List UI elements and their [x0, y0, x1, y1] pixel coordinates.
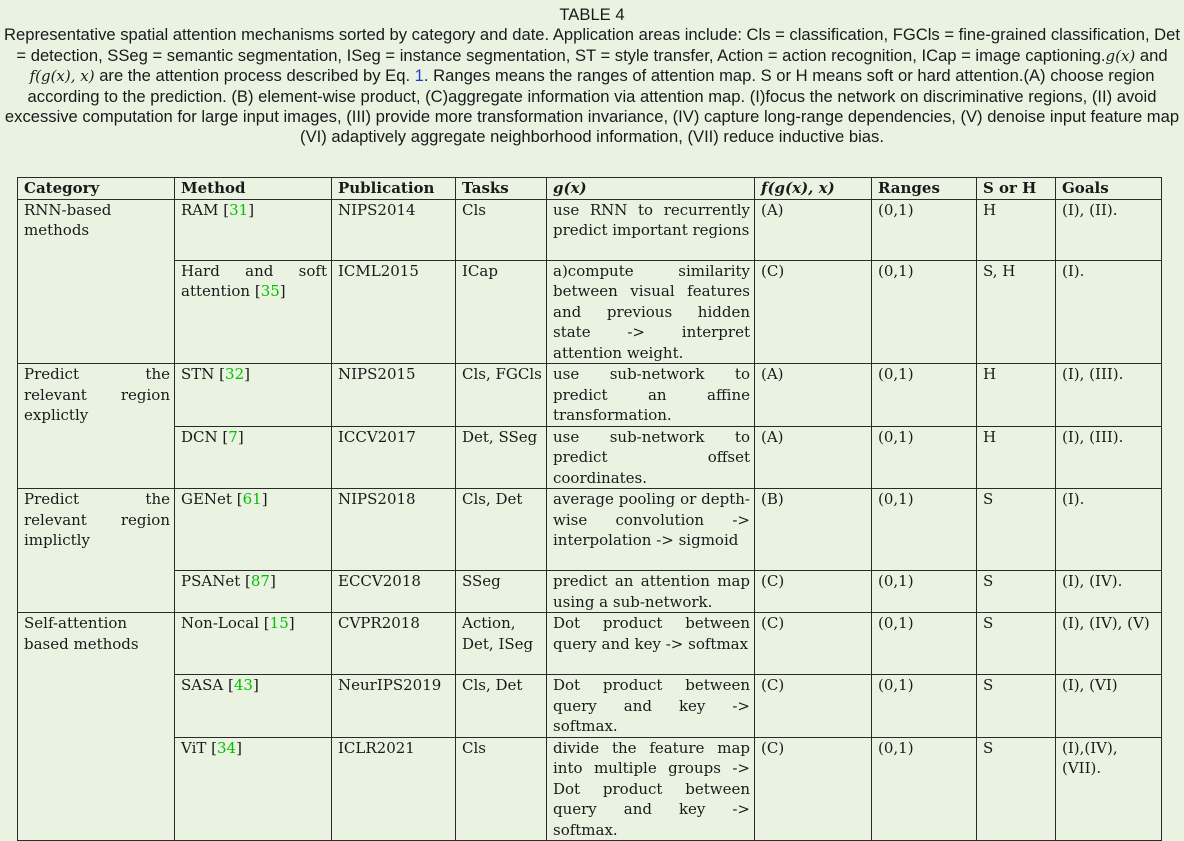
- goals-cell: (I).: [1056, 260, 1162, 364]
- publication-cell: NeurIPS2019: [332, 675, 456, 738]
- sh-cell: S, H: [977, 260, 1056, 364]
- sh-cell: S: [977, 571, 1056, 613]
- publication-cell: NIPS2018: [332, 489, 456, 571]
- goals-cell: (I),(IV), (VII).: [1056, 737, 1162, 841]
- header-s-or-h: S or H: [977, 178, 1056, 200]
- citation-link[interactable]: 87: [250, 572, 270, 590]
- ranges-cell: (0,1): [872, 571, 977, 613]
- publication-cell: ECCV2018: [332, 571, 456, 613]
- goals-cell: (I), (IV), (V): [1056, 613, 1162, 675]
- f-cell: (A): [755, 364, 872, 427]
- table-row: [18, 426, 1162, 489]
- tasks-cell: Cls, Det: [456, 675, 547, 738]
- ranges-cell: (0,1): [872, 199, 977, 260]
- caption-text: [4, 25, 1180, 147]
- f-cell: (C): [755, 260, 872, 364]
- method-cell: PSANet [87]: [175, 571, 332, 613]
- citation-link[interactable]: 31: [229, 200, 249, 219]
- header-tasks: Tasks: [456, 178, 547, 200]
- tasks-cell: Cls: [456, 737, 547, 841]
- table-row: [18, 199, 1162, 260]
- f-symbol: f(g(x), x): [29, 67, 95, 86]
- header-goals: Goals: [1056, 178, 1162, 200]
- g-cell: a)compute similarity between visual features and previous hidden state -> interpret attention weight.: [547, 260, 755, 364]
- tasks-cell: Cls: [456, 199, 547, 260]
- sh-cell: S: [977, 613, 1056, 675]
- caption-part1: Representative spatial attention mechanisms sorted by category and date. Application areas include: Cls = classification, FGCls = fine-grained classification, Det = detection, SSeg = semantic segmentation, ISeg = instance segmentation, ST = style transfer, Action = action recognition, ICap = image captioning.: [4, 25, 1180, 65]
- f-cell: (C): [755, 675, 872, 738]
- table-row: [18, 489, 1162, 571]
- equation-ref-link[interactable]: 1: [414, 66, 424, 86]
- f-cell: (A): [755, 426, 872, 489]
- method-cell: ViT [34]: [175, 737, 332, 841]
- g-cell: average pooling or depth-wise convolution -> interpolation -> sigmoid: [547, 489, 755, 571]
- sh-cell: H: [977, 199, 1056, 260]
- citation-link[interactable]: 15: [269, 614, 289, 632]
- citation-link[interactable]: 43: [233, 676, 253, 694]
- method-cell: GENet [61]: [175, 489, 332, 571]
- method-cell: SASA [43]: [175, 675, 332, 738]
- g-cell: Dot product between query and key -> softmax.: [547, 675, 755, 738]
- attention-methods-table: [17, 177, 1162, 841]
- g-cell: use sub-network to predict an affine transformation.: [547, 364, 755, 427]
- g-cell: Dot product between query and key -> softmax: [547, 613, 755, 675]
- g-cell: use RNN to recurrently predict important regions: [547, 199, 755, 260]
- ranges-cell: (0,1): [872, 364, 977, 427]
- tasks-cell: ICap: [456, 260, 547, 364]
- method-cell: RAM [31]: [175, 199, 332, 260]
- header-category: Category: [18, 178, 175, 200]
- table-row: [18, 675, 1162, 738]
- publication-cell: NIPS2014: [332, 199, 456, 260]
- goals-cell: (I).: [1056, 489, 1162, 571]
- tasks-cell: Det, SSeg: [456, 426, 547, 489]
- f-cell: (A): [755, 199, 872, 260]
- header-f: f(g(x), x): [755, 178, 872, 200]
- table-row: [18, 613, 1162, 675]
- ranges-cell: (0,1): [872, 613, 977, 675]
- sh-cell: H: [977, 426, 1056, 489]
- table-row: [18, 260, 1162, 364]
- header-method: Method: [175, 178, 332, 200]
- sh-cell: S: [977, 489, 1056, 571]
- ranges-cell: (0,1): [872, 489, 977, 571]
- citation-link[interactable]: 7: [228, 427, 238, 446]
- publication-cell: ICML2015: [332, 260, 456, 364]
- sh-cell: S: [977, 675, 1056, 738]
- g-symbol: g(x): [1105, 46, 1136, 65]
- method-cell: Non-Local [15]: [175, 613, 332, 675]
- citation-link[interactable]: 32: [225, 365, 245, 383]
- method-cell: STN [32]: [175, 364, 332, 427]
- tasks-cell: Cls, Det: [456, 489, 547, 571]
- goals-cell: (I), (VI): [1056, 675, 1162, 738]
- goals-cell: (I), (II).: [1056, 199, 1162, 260]
- category-cell: RNN-based methods: [18, 199, 175, 364]
- f-cell: (C): [755, 737, 872, 841]
- g-cell: divide the feature map into multiple groups -> Dot product between query and key -> softmax.: [547, 737, 755, 841]
- f-cell: (B): [755, 489, 872, 571]
- header-g: g(x): [547, 178, 755, 200]
- publication-cell: ICLR2021: [332, 737, 456, 841]
- goals-cell: (I), (III).: [1056, 426, 1162, 489]
- header-publication: Publication: [332, 178, 456, 200]
- category-cell: Predict the relevant region implictly: [18, 489, 175, 613]
- table-label: TABLE 4: [559, 5, 625, 24]
- caption-part2: are the attention process described by Eq.: [94, 66, 415, 86]
- citation-link[interactable]: 35: [260, 282, 280, 300]
- method-cell: DCN [7]: [175, 426, 332, 489]
- f-cell: (C): [755, 571, 872, 613]
- tasks-cell: Cls, FGCls: [456, 364, 547, 427]
- citation-link[interactable]: 34: [217, 738, 237, 757]
- table-row: [18, 737, 1162, 841]
- category-cell: Predict the relevant region explictly: [18, 364, 175, 489]
- table-row: [18, 571, 1162, 613]
- ranges-cell: (0,1): [872, 675, 977, 738]
- citation-link[interactable]: 61: [242, 490, 262, 508]
- category-cell: Self-attention based methods: [18, 613, 175, 841]
- tasks-cell: Action, Det, ISeg: [456, 613, 547, 675]
- tasks-cell: SSeg: [456, 571, 547, 613]
- publication-cell: NIPS2015: [332, 364, 456, 427]
- table-caption: [4, 5, 1180, 148]
- table-row: [18, 364, 1162, 427]
- method-cell: Hard and soft attention [35]: [175, 260, 332, 364]
- publication-cell: ICCV2017: [332, 426, 456, 489]
- header-row: [18, 178, 1162, 200]
- goals-cell: (I), (III).: [1056, 364, 1162, 427]
- caption-and: and: [1135, 45, 1168, 65]
- publication-cell: CVPR2018: [332, 613, 456, 675]
- goals-cell: (I), (IV).: [1056, 571, 1162, 613]
- caption-part3: . Ranges means the ranges of attention map. S or H means soft or hard attention.(A) choose region according to the prediction. (B) element-wise product, (C)aggregate information via attention map. (I)focus the network on discriminative regions, (II) avoid excessive computation for large input images, (III) provide more transformation invariance, (IV) capture long-range dependencies, (V) denoise input feature map (VI) adaptively aggregate neighborhood information, (VII) reduce inductive bias.: [4, 66, 1180, 147]
- ranges-cell: (0,1): [872, 737, 977, 841]
- f-cell: (C): [755, 613, 872, 675]
- g-cell: predict an attention map using a sub-network.: [547, 571, 755, 613]
- ranges-cell: (0,1): [872, 260, 977, 364]
- header-ranges: Ranges: [872, 178, 977, 200]
- ranges-cell: (0,1): [872, 426, 977, 489]
- g-cell: use sub-network to predict offset coordinates.: [547, 426, 755, 489]
- sh-cell: S: [977, 737, 1056, 841]
- sh-cell: H: [977, 364, 1056, 427]
